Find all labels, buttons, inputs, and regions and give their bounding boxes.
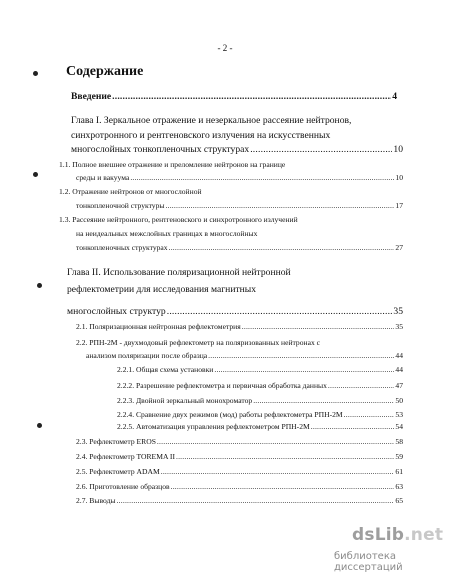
dot-leader [176,452,394,461]
watermark-brand [352,525,443,545]
page-number: - 2 - [217,43,233,53]
toc-entry-label: многослойных тонкопленочных структурах [71,144,250,155]
toc-page-number: 59 [395,452,403,461]
toc-entry-label: 2.1. Поляризационная нейтронная рефлектометрия [76,322,241,331]
toc-entry-label: тонкопленочных структурах [76,243,168,252]
dot-leader [169,243,395,252]
dot-leader [117,496,395,505]
dot-leader [253,396,394,405]
toc-entry-label: 2.2.1. Общая схема установки [117,365,214,374]
toc-entry-label: тонкопленочной структуры [76,201,165,210]
toc-section-2-3 [76,437,403,446]
toc-section-2-2-5 [117,422,403,431]
toc-chapter-2-line2: рефлектометрии для исследования магнитных [67,284,257,295]
toc-page-number: 4 [392,91,397,102]
dot-leader [161,467,395,476]
dot-leader [130,173,394,182]
toc-entry-label: 2.4. Рефлектометр TOREMA II [76,452,175,461]
dot-leader [214,365,394,374]
toc-page-number: 63 [395,482,403,491]
toc-section-2-2 [86,351,403,360]
dot-leader [167,306,393,317]
toc-page-number: 65 [395,496,403,505]
toc-section-2-2-2 [117,381,403,390]
toc-entry-intro [71,91,397,102]
toc-page-number: 44 [395,351,403,360]
toc-page-number: 10 [395,173,403,182]
toc-section-1-2 [76,201,403,210]
toc-entry-label: 2.2.2. Разрешение рефлектометра и первичная обработка данных [117,381,327,390]
toc-page-number: 44 [395,365,403,374]
toc-entry-label: анализом поляризации после образца [86,351,208,360]
dot-leader [166,201,395,210]
toc-section-1-1 [76,173,403,182]
dot-leader [242,322,395,331]
dot-leader [311,422,395,431]
toc-page-number: 10 [393,144,403,155]
toc-section-2-5 [76,467,403,476]
watermark-subtitle: библиотека диссертаций [334,551,403,573]
toc-entry-label: многослойных структур [67,306,166,317]
toc-entry-label: 2.6. Приготовление образцов [76,482,170,491]
toc-section-1-2-line1: 1.2. Отражение нейтронов от многослойной [59,187,202,196]
toc-entry-label: 2.2.3. Двойной зеркальный монохроматор [117,396,253,405]
toc-chapter-2-line1: Глава II. Использование поляризационной нейтронной [67,267,291,278]
dot-leader [171,482,395,491]
toc-entry-label: 2.7. Выводы [76,496,116,505]
dot-leader [112,91,391,102]
toc-section-1-1-line1: 1.1. Полное внешнее отражение и преломление нейтронов на границе [59,160,286,169]
toc-page-number: 27 [395,243,403,252]
toc-chapter-1-line2: синхротронного и рентгеновского излучения на искусственных [71,130,331,141]
toc-section-2-4 [76,452,403,461]
toc-chapter-1-line1: Глава I. Зеркальное отражение и незеркальное рассеяние нейтронов, [71,115,352,126]
toc-heading: Содержание [66,64,144,79]
dot-leader [250,144,392,155]
toc-section-2-2-3 [117,396,403,405]
toc-section-2-2-line1: 2.2. РПН-2М - двухмодовый рефлектометр на поляризованных нейтронах с [76,338,321,347]
toc-page-number: 50 [395,396,403,405]
toc-page-number: 58 [395,437,403,446]
dot-leader [208,351,394,360]
toc-section-1-3 [76,243,403,252]
toc-section-2-6 [76,482,403,491]
toc-section-1-3-line1: 1.3. Рассеяние нейтронного, рентгеновского и синхротронного излучений [59,215,298,224]
toc-entry-label: 2.2.4. Сравнение двух режимов (мод) работы рефлектометра РПН-2М [117,410,343,419]
toc-entry-label: 2.5. Рефлектометр ADAM [76,467,160,476]
toc-page-number: 54 [395,422,403,431]
watermark-logo [332,522,450,576]
watermark-brand-tld: .net [404,525,444,545]
toc-page-number: 47 [395,381,403,390]
toc-entry-label: 2.3. Рефлектометр EROS [76,437,156,446]
toc-page-number: 35 [395,322,403,331]
dot-leader [157,437,394,446]
toc-section-2-2-4 [117,410,403,419]
toc-entry-label: 2.2.5. Автоматизация управления рефлектометром РПН-2М [117,422,310,431]
margin-dot [33,172,38,177]
toc-page-number: 17 [395,201,403,210]
toc-section-2-2-1 [117,365,403,374]
dot-leader [328,381,394,390]
watermark-brand-main: dsLib [352,525,405,545]
margin-dot [33,71,38,76]
toc-section-2-1 [76,322,403,331]
toc-entry-label: среды и вакуума [76,173,130,182]
toc-section-2-7 [76,496,403,505]
margin-dot [37,423,42,428]
dot-leader [344,410,395,419]
toc-page-number: 61 [395,467,403,476]
toc-chapter-2 [67,306,403,317]
toc-section-1-3-line2: на неидеальных межслойных границах в многослойных [76,229,258,238]
toc-entry-label: Введение [71,91,112,102]
toc-chapter-1 [71,144,403,155]
margin-dot [37,283,42,288]
toc-page-number: 53 [395,410,403,419]
toc-page-number: 35 [393,306,403,317]
